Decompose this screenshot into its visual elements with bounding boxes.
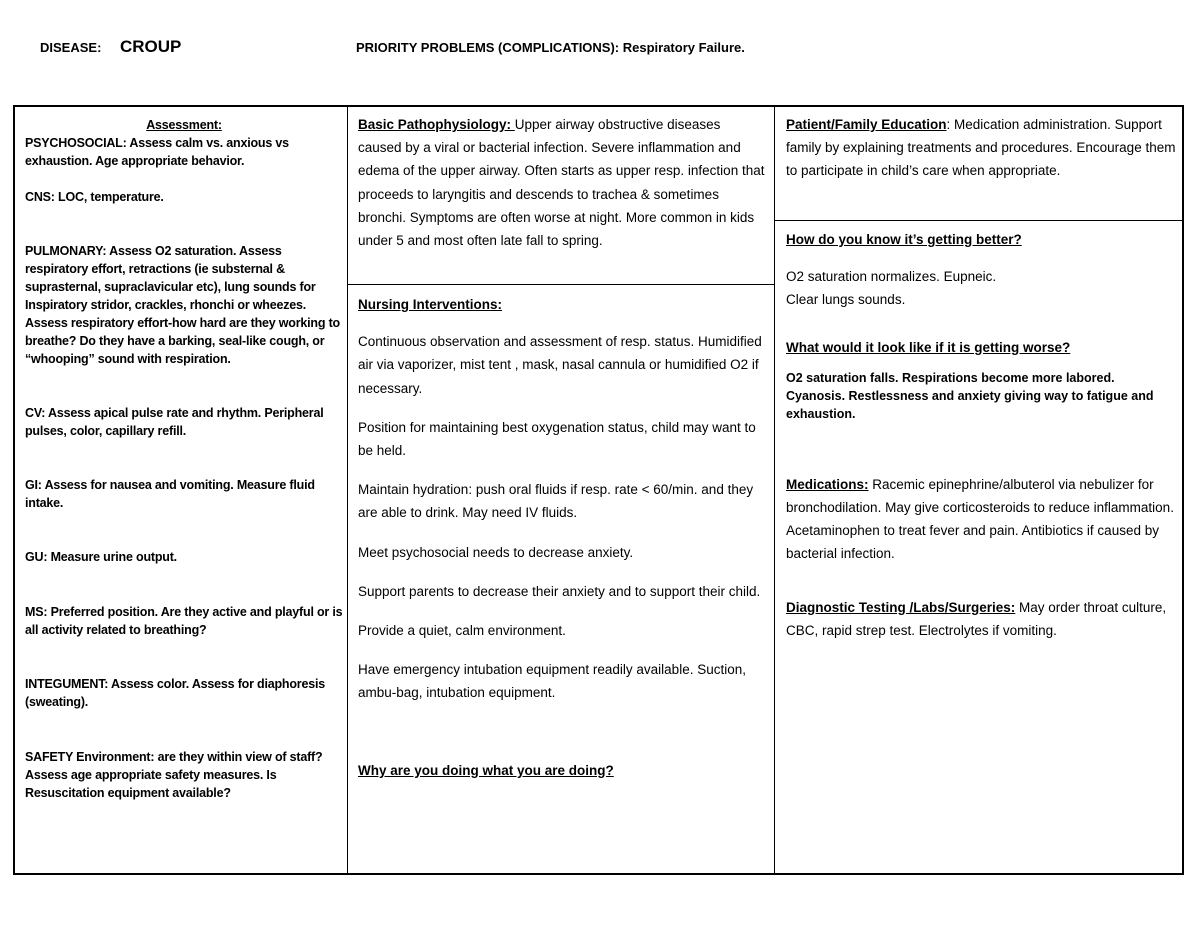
why-question: Why are you doing what you are doing? (358, 762, 614, 778)
assessment-section (25, 116, 343, 802)
pathophysiology-text: Upper airway obstructive diseases caused by a viral or bacterial infection. Severe inflammation and edema of the upper airway. Often starts as upper resp. infection that proceeds to laryngitis and descends to trachea & sometimes bronchi. Symptoms are often worse at night. More common in kids under 5 and most often late fall to spring. (358, 117, 765, 249)
priority-problems: PRIORITY PROBLEMS (COMPLICATIONS): Respiratory Failure. (356, 40, 745, 55)
interventions-section (358, 293, 766, 782)
better-line-1: O2 saturation normalizes. Eupneic. (786, 269, 997, 285)
column-divider-2 (774, 107, 775, 873)
row-divider-right (774, 220, 1182, 221)
care-plan-table (13, 105, 1184, 875)
education-text: : Medication administration. Support family by explaining treatments and procedures. Encourage them to participate in child’s care when appropriate. (786, 117, 1176, 179)
assessment-pulmonary: PULMONARY: Assess O2 saturation. Assess respiratory effort, retractions (ie substernal & suprasternal, supraclavicular etc), lung sounds for Inspiratory stridor, crackles, rhonchi or wheezes. Assess respiratory effort-how hard are they working to breathe? Do they have a barking, seal-like cough, or “whooping” sound with respiration. (25, 244, 340, 366)
disease-label: DISEASE: (40, 40, 102, 55)
assessment-integument: INTEGUMENT: Assess color. Assess for diaphoresis (sweating). (25, 677, 325, 709)
assessment-gu: GU: Measure urine output. (25, 550, 177, 564)
assessment-safety: SAFETY Environment: are they within view of staff? Assess age appropriate safety measures. Is Resuscitation equipment available? (25, 750, 323, 800)
disease-name: CROUP (120, 37, 182, 56)
education-section (786, 113, 1176, 183)
pathophysiology-title: Basic Pathophysiology: (358, 117, 515, 132)
diagnostics-title: Diagnostic Testing /Labs/Surgeries: (786, 599, 1016, 615)
assessment-psychosocial: PSYCHOSOCIAL: Assess calm vs. anxious vs exhaustion. Age appropriate behavior. (25, 136, 289, 168)
interventions-title: Nursing Interventions: (358, 297, 503, 312)
better-line-2: Clear lungs sounds. (786, 292, 906, 308)
intervention-item: Meet psychosocial needs to decrease anxiety. (358, 544, 634, 560)
worse-title: What would it look like if it is getting worse? (786, 339, 1071, 355)
pathophysiology-section (358, 113, 766, 252)
intervention-item: Provide a quiet, calm environment. (358, 623, 566, 639)
progress-section (786, 228, 1176, 642)
intervention-item: Position for maintaining best oxygenation status, child may want to be held. (358, 419, 756, 459)
worse-text: O2 saturation falls. Respirations become more labored. Cyanosis. Restlessness and anxiety giving way to fatigue and exhaustion. (786, 370, 1154, 421)
diagnostics-text: May order throat culture, CBC, rapid strep test. Electrolytes if vomiting. (786, 599, 1167, 638)
intervention-item: Maintain hydration: push oral fluids if resp. rate < 60/min. and they are able to drink. May need IV fluids. (358, 482, 754, 521)
column-divider-1 (347, 107, 348, 873)
intervention-item: Have emergency intubation equipment readily available. Suction, ambu-bag, intubation equipment. (358, 662, 746, 701)
assessment-title: Assessment: (146, 118, 222, 132)
row-divider-middle (347, 284, 775, 285)
intervention-item: Support parents to decrease their anxiety and to support their child. (358, 583, 761, 599)
education-title: Patient/Family Education (786, 117, 947, 132)
intervention-item: Continuous observation and assessment of resp. status. Humidified air via vaporizer, mist tent , mask, nasal cannula or humidified O2 if necessary. (358, 334, 762, 396)
medications-title: Medications: (786, 476, 869, 492)
medications-text: Racemic epinephrine/albuterol via nebulizer for bronchodilation. May give corticosteroids to reduce inflammation. Acetaminophen to treat fever and pain. Antibiotics if caused by bacterial infection. (786, 476, 1174, 562)
better-title: How do you know it’s getting better? (786, 232, 1022, 247)
assessment-ms: MS: Preferred position. Are they active and playful or is all activity related to breathing? (25, 605, 343, 637)
assessment-cv: CV: Assess apical pulse rate and rhythm. Peripheral pulses, color, capillary refill. (25, 406, 324, 438)
assessment-gi: GI: Assess for nausea and vomiting. Measure fluid intake. (25, 478, 315, 510)
assessment-cns: CNS: LOC, temperature. (25, 190, 164, 204)
